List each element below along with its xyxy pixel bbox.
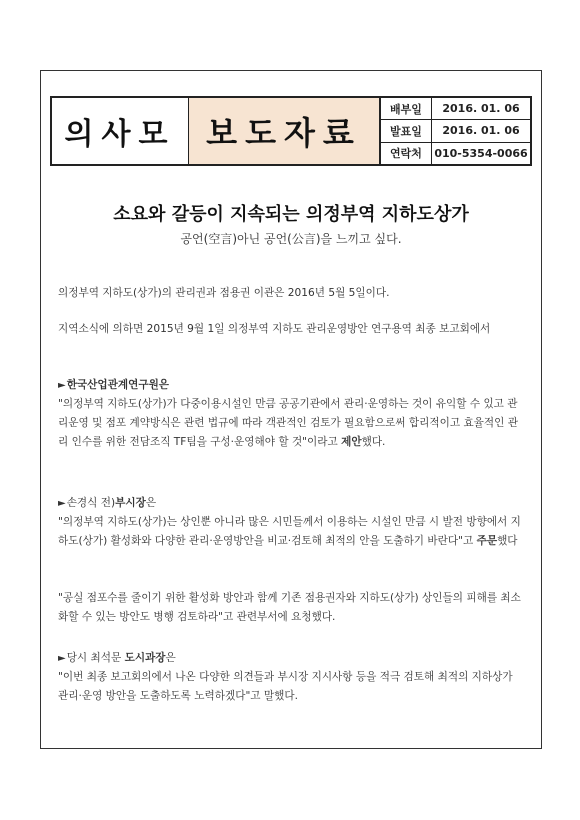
paragraph-6 (58, 649, 524, 706)
emphasis-word: 주문 (476, 535, 498, 547)
meta-value: 2016. 01. 06 (442, 124, 520, 138)
document-subtitle: 공언(空言)아닌 공언(公言)을 느끼고 싶다. (180, 232, 402, 246)
speaker-name: 한국산업관계연구원은 (66, 379, 170, 391)
press-release-label: 보도자료 (189, 98, 381, 164)
document-title: 소요와 갈등이 지속되는 의정부역 지하도상가 (113, 204, 469, 225)
speaker-title: 도시과장 (124, 652, 166, 664)
speaker-name: 손경식 전) (66, 497, 116, 509)
quote-text (58, 513, 524, 551)
quote-end: 했다. (361, 436, 386, 448)
speaker-particle: 은 (165, 652, 176, 664)
speaker-line (58, 494, 524, 513)
emphasis-word: 제안 (341, 436, 362, 448)
organization-name: 의사모 (52, 98, 189, 164)
speaker-name: 당시 최석문 (66, 652, 125, 664)
speaker-line (58, 376, 524, 395)
meta-row-distribution (381, 98, 530, 120)
paragraph-1: 의정부역 지하도(상가)의 관리권과 점용권 이관은 2016년 5월 5일이다. (58, 287, 390, 299)
paragraph-5: "공실 점포수를 줄이기 위한 활성화 방안과 함께 기존 점용권자와 지하도(상가) 상인들의 피해를 최소화할 수 있는 방안도 병행 검토하라"고 관련부서에 요청했다. (58, 592, 521, 623)
quote-body: "의정부역 지하도(상가)가 다중이용시설인 만큼 공공기관에서 관리·운영하는 것이 유익할 수 있고 관리운영 및 점포 계약방식은 관련 법규에 따라 객관적인 검토가 필요함으로써 합리적이고 효율적인 관리 인수를 위한 전담조직 TF팀을 구성·운영해야 할 것"이라고 (58, 398, 518, 448)
speaker-line (58, 649, 524, 668)
paragraph-2: 지역소식에 의하면 2015년 9월 1일 의정부역 지하도 관리운영방안 연구용역 최종 보고회에서 (58, 323, 491, 335)
meta-value: 2016. 01. 06 (442, 102, 520, 116)
quote-body: "의정부역 지하도(상가)는 상인뿐 아니라 많은 시민들께서 이용하는 시설인 만큼 시 발전 방향에서 지하도(상가) 활성화와 다양한 관리·운영방안을 비교·검토해 최적의 안을 도출하기 바란다"고 (58, 516, 521, 547)
quote-text: "이번 최종 보고회의에서 나온 다양한 의견들과 부시장 지시사항 등을 적극 검토해 최적의 지하상가 관리·운영 방안을 도출하도록 노력하겠다"고 말했다. (58, 671, 513, 702)
quote-end: 했다 (497, 535, 518, 547)
meta-value: 010-5354-0066 (434, 146, 528, 160)
press-release-header (50, 96, 532, 166)
meta-label: 발표일 (381, 120, 432, 141)
meta-label: 연락처 (381, 143, 432, 164)
meta-row-contact (381, 143, 530, 164)
release-meta-table (381, 98, 530, 164)
triangle-marker-icon: ► (58, 380, 66, 391)
paragraph-4 (58, 494, 524, 551)
speaker-particle: 은 (145, 497, 157, 509)
meta-label: 배부일 (381, 98, 432, 119)
triangle-marker-icon: ► (58, 653, 66, 664)
quote-text (58, 395, 524, 452)
triangle-marker-icon: ► (58, 498, 66, 509)
speaker-title: 부시장 (115, 497, 146, 509)
paragraph-3 (58, 376, 524, 452)
meta-row-announcement (381, 120, 530, 142)
